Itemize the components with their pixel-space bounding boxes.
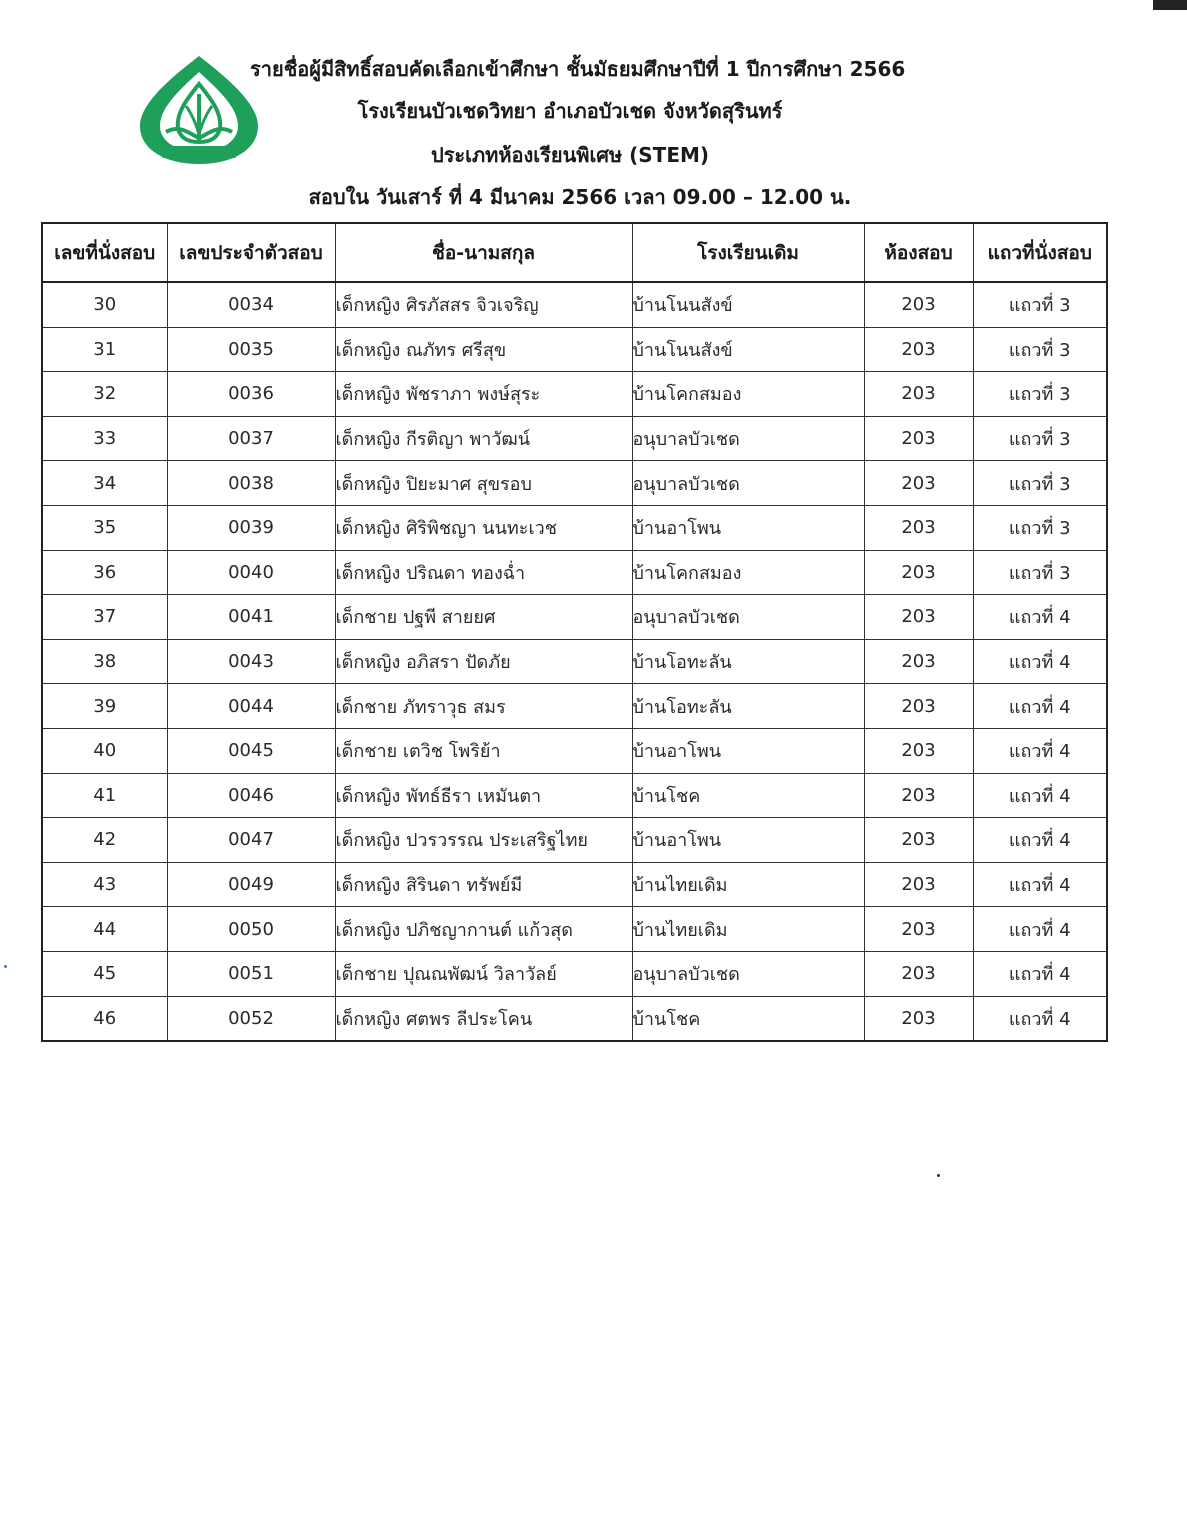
cell-full-name: เด็กชาย ปุณณพัฒน์ วิลาวัลย์ [335, 951, 632, 996]
table-row [42, 907, 1107, 952]
cell-previous-school: บ้านโอทะลัน [632, 684, 864, 729]
cell-previous-school: บ้านโอทะลัน [632, 639, 864, 684]
column-header-previous-school: โรงเรียนเดิม [632, 223, 864, 282]
table-row [42, 728, 1107, 773]
table-row [42, 862, 1107, 907]
cell-full-name: เด็กหญิง ปิยะมาศ สุขรอบ [335, 461, 632, 506]
cell-seat-row: แถวที่ 3 [973, 505, 1107, 550]
cell-previous-school: บ้านโคกสมอง [632, 550, 864, 595]
cell-full-name: เด็กหญิง ศตพร ลีประโคน [335, 996, 632, 1041]
cell-previous-school: บ้านโชค [632, 996, 864, 1041]
cell-previous-school: อนุบาลบัวเชด [632, 461, 864, 506]
cell-exam-id: 0046 [167, 773, 335, 818]
cell-previous-school: อนุบาลบัวเชด [632, 416, 864, 461]
table-row [42, 773, 1107, 818]
cell-seat-row: แถวที่ 4 [973, 907, 1107, 952]
cell-exam-room: 203 [864, 684, 973, 729]
cell-full-name: เด็กหญิง ศิรภัสสร จิวเจริญ [335, 282, 632, 327]
table-row [42, 327, 1107, 372]
cell-exam-room: 203 [864, 327, 973, 372]
cell-full-name: เด็กหญิง ปริณดา ทองฉ่ำ [335, 550, 632, 595]
cell-exam-room: 203 [864, 595, 973, 640]
cell-exam-id: 0040 [167, 550, 335, 595]
cell-exam-room: 203 [864, 907, 973, 952]
cell-seat-number: 45 [42, 951, 167, 996]
cell-seat-row: แถวที่ 4 [973, 951, 1107, 996]
cell-seat-number: 32 [42, 372, 167, 417]
cell-exam-id: 0045 [167, 728, 335, 773]
cell-previous-school: บ้านโนนสังข์ [632, 282, 864, 327]
scan-speck [4, 965, 7, 968]
cell-seat-number: 35 [42, 505, 167, 550]
cell-seat-row: แถวที่ 4 [973, 639, 1107, 684]
cell-seat-row: แถวที่ 3 [973, 327, 1107, 372]
cell-exam-room: 203 [864, 550, 973, 595]
cell-exam-room: 203 [864, 416, 973, 461]
cell-seat-row: แถวที่ 4 [973, 773, 1107, 818]
cell-exam-room: 203 [864, 818, 973, 863]
cell-full-name: เด็กหญิง ปวรวรรณ ประเสริฐไทย [335, 818, 632, 863]
column-header-full-name: ชื่อ-นามสกุล [335, 223, 632, 282]
scan-edge-mark [1153, 0, 1187, 10]
table-row [42, 684, 1107, 729]
cell-full-name: เด็กหญิง พัชราภา พงษ์สุระ [335, 372, 632, 417]
table-row [42, 416, 1107, 461]
cell-exam-room: 203 [864, 773, 973, 818]
cell-full-name: เด็กชาย เตวิช โพริย้า [335, 728, 632, 773]
cell-previous-school: บ้านไทยเดิม [632, 862, 864, 907]
cell-previous-school: บ้านโคกสมอง [632, 372, 864, 417]
cell-exam-id: 0044 [167, 684, 335, 729]
cell-full-name: เด็กหญิง สิรินดา ทรัพย์มี [335, 862, 632, 907]
table-row [42, 372, 1107, 417]
cell-exam-id: 0052 [167, 996, 335, 1041]
cell-previous-school: บ้านโชค [632, 773, 864, 818]
cell-seat-number: 46 [42, 996, 167, 1041]
cell-full-name: เด็กหญิง ศิริพิชญา นนทะเวช [335, 505, 632, 550]
column-header-seat-number: เลขที่นั่งสอบ [42, 223, 167, 282]
cell-exam-id: 0041 [167, 595, 335, 640]
cell-previous-school: บ้านอาโพน [632, 818, 864, 863]
cell-exam-room: 203 [864, 996, 973, 1041]
cell-full-name: เด็กหญิง พัทธ์ธีรา เหมันตา [335, 773, 632, 818]
cell-exam-id: 0038 [167, 461, 335, 506]
column-header-exam-id: เลขประจำตัวสอบ [167, 223, 335, 282]
school-logo-icon [136, 54, 262, 166]
cell-exam-id: 0043 [167, 639, 335, 684]
cell-seat-number: 39 [42, 684, 167, 729]
table-row [42, 996, 1107, 1041]
cell-exam-id: 0037 [167, 416, 335, 461]
cell-seat-number: 34 [42, 461, 167, 506]
cell-previous-school: บ้านอาโพน [632, 728, 864, 773]
table-row [42, 505, 1107, 550]
cell-seat-row: แถวที่ 3 [973, 461, 1107, 506]
cell-seat-number: 30 [42, 282, 167, 327]
cell-exam-id: 0034 [167, 282, 335, 327]
cell-previous-school: บ้านอาโพน [632, 505, 864, 550]
cell-seat-row: แถวที่ 4 [973, 862, 1107, 907]
title-line-4: สอบใน วันเสาร์ ที่ 4 มีนาคม 2566 เวลา 09.00 – 12.00 น. [308, 185, 852, 209]
cell-exam-room: 203 [864, 728, 973, 773]
cell-seat-row: แถวที่ 3 [973, 550, 1107, 595]
cell-seat-row: แถวที่ 4 [973, 996, 1107, 1041]
cell-previous-school: อนุบาลบัวเชด [632, 595, 864, 640]
cell-full-name: เด็กหญิง ณภัทร ศรีสุข [335, 327, 632, 372]
column-header-exam-room: ห้องสอบ [864, 223, 973, 282]
title-line-2: โรงเรียนบัวเชดวิทยา อำเภอบัวเชด จังหวัดสุรินทร์ [357, 99, 783, 123]
table-row [42, 951, 1107, 996]
title-line-1: รายชื่อผู้มีสิทธิ์สอบคัดเลือกเข้าศึกษา ชั้นมัธยมศึกษาปีที่ 1 ปีการศึกษา 2566 [250, 57, 906, 81]
cell-seat-number: 36 [42, 550, 167, 595]
cell-full-name: เด็กหญิง กีรติญา พาวัฒน์ [335, 416, 632, 461]
cell-exam-room: 203 [864, 282, 973, 327]
cell-full-name: เด็กชาย ภัทราวุธ สมร [335, 684, 632, 729]
cell-seat-row: แถวที่ 4 [973, 684, 1107, 729]
cell-seat-number: 40 [42, 728, 167, 773]
cell-exam-room: 203 [864, 505, 973, 550]
cell-exam-id: 0039 [167, 505, 335, 550]
title-line-3: ประเภทห้องเรียนพิเศษ (STEM) [430, 143, 710, 167]
cell-exam-id: 0047 [167, 818, 335, 863]
cell-exam-id: 0050 [167, 907, 335, 952]
examinee-table [41, 222, 1108, 1042]
cell-exam-room: 203 [864, 372, 973, 417]
document-header [0, 48, 1187, 218]
cell-seat-row: แถวที่ 4 [973, 595, 1107, 640]
cell-seat-number: 41 [42, 773, 167, 818]
column-header-seat-row: แถวที่นั่งสอบ [973, 223, 1107, 282]
cell-previous-school: อนุบาลบัวเชด [632, 951, 864, 996]
cell-seat-row: แถวที่ 3 [973, 372, 1107, 417]
cell-seat-row: แถวที่ 3 [973, 282, 1107, 327]
cell-seat-row: แถวที่ 3 [973, 416, 1107, 461]
table-row [42, 818, 1107, 863]
cell-seat-number: 38 [42, 639, 167, 684]
cell-seat-number: 42 [42, 818, 167, 863]
cell-exam-id: 0049 [167, 862, 335, 907]
cell-seat-number: 44 [42, 907, 167, 952]
cell-seat-number: 43 [42, 862, 167, 907]
cell-previous-school: บ้านไทยเดิม [632, 907, 864, 952]
cell-full-name: เด็กหญิง ปภิชญากานต์ แก้วสุด [335, 907, 632, 952]
cell-seat-number: 31 [42, 327, 167, 372]
cell-previous-school: บ้านโนนสังข์ [632, 327, 864, 372]
cell-full-name: เด็กชาย ปฐพี สายยศ [335, 595, 632, 640]
table-row [42, 550, 1107, 595]
cell-seat-number: 33 [42, 416, 167, 461]
cell-exam-room: 203 [864, 951, 973, 996]
cell-seat-row: แถวที่ 4 [973, 728, 1107, 773]
table-row [42, 461, 1107, 506]
cell-seat-number: 37 [42, 595, 167, 640]
cell-seat-row: แถวที่ 4 [973, 818, 1107, 863]
table-row [42, 595, 1107, 640]
scan-speck [937, 1174, 940, 1177]
table-row [42, 639, 1107, 684]
cell-exam-room: 203 [864, 639, 973, 684]
table-header-row [42, 223, 1107, 282]
cell-exam-id: 0051 [167, 951, 335, 996]
cell-exam-id: 0035 [167, 327, 335, 372]
cell-exam-room: 203 [864, 461, 973, 506]
cell-full-name: เด็กหญิง อภิสรา ปัดภัย [335, 639, 632, 684]
table-row [42, 282, 1107, 327]
cell-exam-id: 0036 [167, 372, 335, 417]
cell-exam-room: 203 [864, 862, 973, 907]
